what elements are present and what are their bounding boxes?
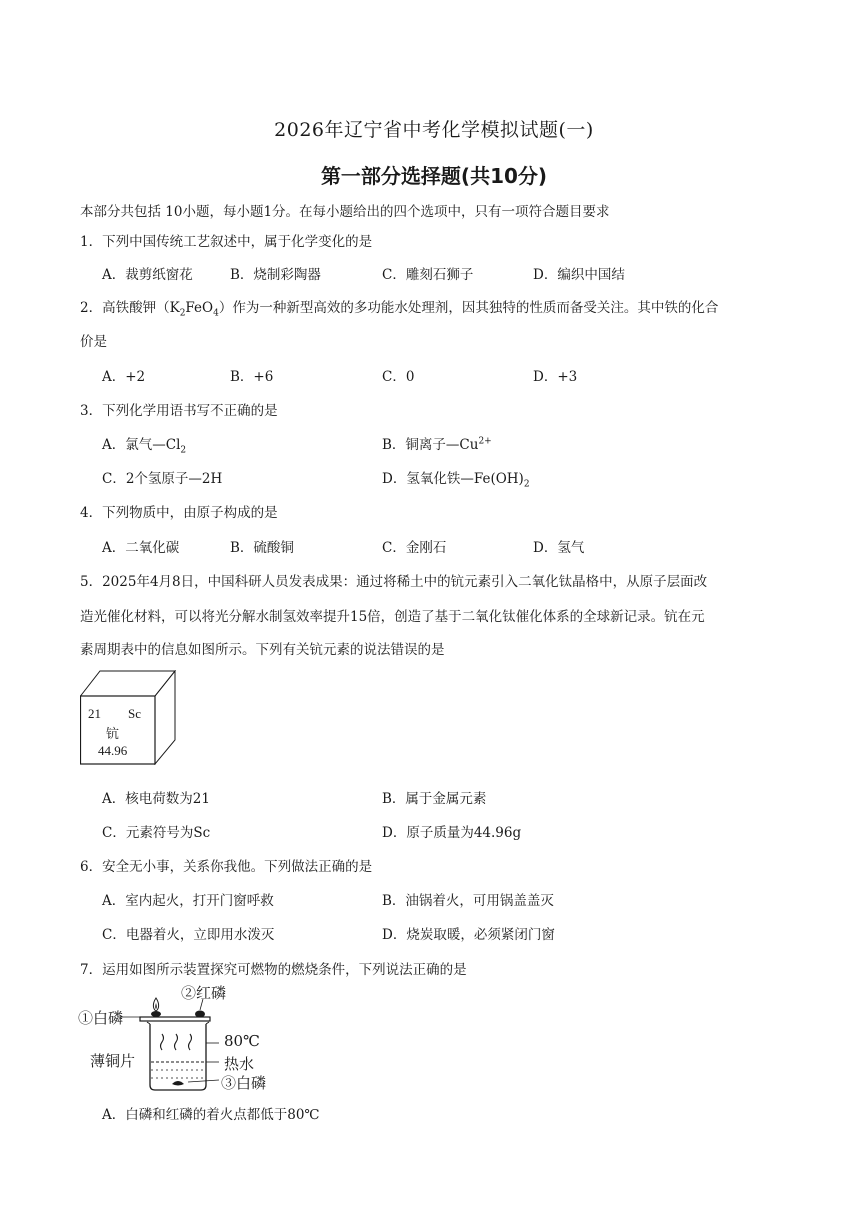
section-title: 第一部分选择题(共10分) <box>320 164 548 188</box>
q2-sub-2: 4 <box>213 308 219 319</box>
q2-option-d: D．+3 <box>533 369 578 385</box>
q5-stem-line1: 5．2025年4月8日，中国科研人员发表成果：通过将稀土中的钪元素引入二氧化钛晶格中，从原子层面改 <box>80 574 708 590</box>
label-white-phosphorus-1: ①白磷 <box>78 1009 124 1027</box>
q1-option-b: B．烧制彩陶器 <box>230 267 321 283</box>
instructions: 本部分共包括 10小题，每小题1分。在每小题给出的四个选项中，只有一项符合题目要求 <box>80 204 610 220</box>
element-atomic-number: 21 <box>88 706 101 721</box>
q3-option-b-text: B．铜离子—Cu <box>382 437 479 453</box>
q3-option-a <box>102 433 186 456</box>
q2-option-a: A．+2 <box>102 369 146 385</box>
q6-option-d: D．烧炭取暖，必须紧闭门窗 <box>382 927 555 943</box>
q3-option-d <box>382 467 530 490</box>
q6-option-c: C．电器着火，立即用水泼灭 <box>102 927 275 943</box>
q6-stem: 6．安全无小事，关系你我他。下列做法正确的是 <box>80 859 373 875</box>
label-copper-plate: 薄铜片 <box>90 1052 136 1070</box>
element-name: 钪 <box>106 727 120 742</box>
q3-option-a-sub: 2 <box>180 445 187 456</box>
q2-option-b: B．+6 <box>230 369 274 385</box>
q7-option-a: A．白磷和红磷的着火点都低于80℃ <box>102 1107 320 1123</box>
q5-option-d: D．原子质量为44.96g <box>382 825 522 841</box>
q4-option-a: A．二氧化碳 <box>102 540 180 556</box>
label-white-phosphorus-3: ③白磷 <box>221 1074 267 1092</box>
q2-option-c: C．0 <box>382 369 415 385</box>
element-atomic-mass: 44.96 <box>98 743 128 758</box>
q7-stem: 7．运用如图所示装置探究可燃物的燃烧条件，下列说法正确的是 <box>80 962 467 978</box>
q4-option-c: C．金刚石 <box>382 540 447 556</box>
q3-option-c: C．2个氢原子—2H <box>102 471 223 487</box>
q4-option-b: B．硫酸铜 <box>230 540 294 556</box>
q2-stem <box>80 296 718 319</box>
q3-option-d-sub: 2 <box>523 479 530 490</box>
element-symbol: Sc <box>128 706 141 721</box>
q5-option-a: A．核电荷数为21 <box>102 791 210 807</box>
q2-stem-line2: 价是 <box>80 334 107 350</box>
q3-option-b <box>382 433 492 453</box>
q3-option-b-sup: 2+ <box>478 436 492 447</box>
q5-option-c: C．元素符号为Sc <box>102 825 211 841</box>
label-temperature: 80℃ <box>224 1032 260 1050</box>
q2-sub-1: 2 <box>179 308 186 319</box>
q4-stem: 4．下列物质中，由原子构成的是 <box>80 505 278 521</box>
q6-option-a: A．室内起火，打开门窗呼救 <box>102 893 274 909</box>
q1-option-a: A．裁剪纸窗花 <box>102 267 193 283</box>
element-card-scandium <box>80 670 176 765</box>
q2-stem-prefix: 2．高铁酸钾（K <box>80 300 180 316</box>
q1-option-d: D．编织中国结 <box>533 267 625 283</box>
q5-stem-line2: 造光催化材料，可以将光分解水制氢效率提升15倍，创造了基于二氧化钛催化体系的全球新记录。钪在元 <box>80 609 705 625</box>
q2-stem-rest: ）作为一种新型高效的多功能水处理剂，因其独特的性质而备受关注。其中铁的化合 <box>218 300 719 316</box>
q3-stem: 3．下列化学用语书写不正确的是 <box>80 403 278 419</box>
q2-stem-mid: FeO <box>185 300 214 316</box>
page-title: 2026年辽宁省中考化学模拟试题(一) <box>274 119 594 141</box>
q5-stem-line3: 素周期表中的信息如图所示。下列有关钪元素的说法错误的是 <box>80 642 445 658</box>
q1-stem: 1．下列中国传统工艺叙述中，属于化学变化的是 <box>80 234 373 250</box>
q4-option-d: D．氢气 <box>533 540 585 556</box>
q6-option-b: B．油锅着火，可用锅盖盖灭 <box>382 893 554 909</box>
label-hot-water: 热水 <box>224 1055 255 1073</box>
q3-option-d-text: D．氢氧化铁—Fe(OH) <box>382 471 524 487</box>
combustion-apparatus-diagram <box>78 982 318 1094</box>
q3-option-a-text: A．氯气—Cl <box>102 437 181 453</box>
label-red-phosphorus-2: ②红磷 <box>181 984 227 1002</box>
q5-option-b: B．属于金属元素 <box>382 791 487 807</box>
q1-option-c: C．雕刻石狮子 <box>382 267 474 283</box>
